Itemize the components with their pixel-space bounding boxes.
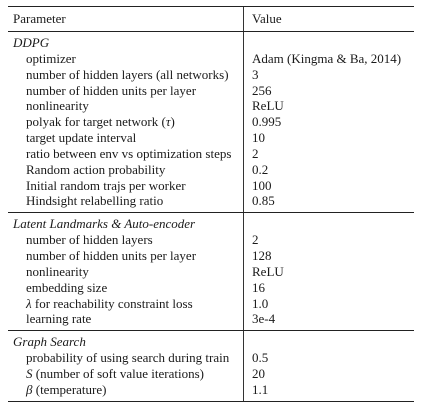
table-row <box>8 232 414 248</box>
value-cell: 1.1 <box>252 381 269 397</box>
parameter-cell <box>8 232 244 248</box>
value-cell: 2 <box>252 232 259 248</box>
parameter-text: number of hidden units per layer <box>26 247 197 263</box>
table-row <box>8 280 414 296</box>
parameter-cell <box>8 350 244 366</box>
parameter-text-post: (number of soft value iterations) <box>32 365 204 381</box>
parameter-text: embedding size <box>26 279 108 295</box>
parameter-text: ratio between env vs optimization steps <box>26 145 232 161</box>
parameter-cell <box>8 382 244 398</box>
value-cell: 256 <box>252 82 272 98</box>
parameter-text: number of hidden layers <box>26 232 153 248</box>
table-row <box>8 248 414 264</box>
parameter-text-pre: polyak for target network ( <box>26 114 166 130</box>
value-cell: 3e-4 <box>252 311 276 327</box>
value-cell: 128 <box>252 247 272 263</box>
parameter-text: optimizer <box>26 50 76 66</box>
table-row <box>8 193 414 209</box>
parameter-cell <box>8 83 244 99</box>
table-row <box>8 162 414 178</box>
parameter-cell <box>8 311 244 327</box>
parameter-cell <box>8 193 244 209</box>
parameter-symbol: S <box>26 365 33 381</box>
parameter-cell <box>8 248 244 264</box>
bottom-rule <box>8 401 414 402</box>
parameter-cell <box>8 178 244 194</box>
section-padding <box>8 398 414 401</box>
parameter-cell <box>8 296 244 312</box>
value-cell: 0.995 <box>252 114 282 130</box>
parameter-cell <box>8 264 244 280</box>
parameter-cell <box>8 98 244 114</box>
table-row <box>8 382 414 398</box>
section-title: Graph Search <box>8 334 244 350</box>
value-cell: 10 <box>252 130 265 146</box>
parameter-symbol: β <box>26 381 33 397</box>
section-title-row <box>8 334 414 350</box>
parameter-cell <box>8 130 244 146</box>
parameter-text: Initial random trajs per worker <box>26 177 186 193</box>
parameter-cell <box>8 51 244 67</box>
value-cell: 0.85 <box>252 193 275 209</box>
value-cell: 20 <box>252 365 265 381</box>
parameter-cell <box>8 366 244 382</box>
table-row <box>8 311 414 327</box>
value-cell: 1.0 <box>252 295 269 311</box>
parameter-text: number of hidden layers (all networks) <box>26 66 229 82</box>
value-cell: 3 <box>252 66 259 82</box>
parameter-text-post: (temperature) <box>32 381 107 397</box>
parameter-cell <box>8 146 244 162</box>
table-row <box>8 83 414 99</box>
section-title: DDPG <box>8 35 244 51</box>
value-cell: 0.2 <box>252 161 269 177</box>
table-row <box>8 67 414 83</box>
header-value: Value <box>252 11 282 26</box>
value-cell: 0.5 <box>252 350 269 366</box>
parameter-cell <box>8 162 244 178</box>
table-row <box>8 366 414 382</box>
parameter-text-post: for reachability constraint loss <box>31 295 193 311</box>
parameter-text: Random action probability <box>26 161 166 177</box>
table-body <box>8 32 414 401</box>
parameter-text: nonlinearity <box>26 98 89 114</box>
table-row <box>8 114 414 130</box>
section-title-row <box>8 35 414 51</box>
parameter-text: nonlinearity <box>26 263 89 279</box>
header-parameter: Parameter <box>8 7 244 31</box>
parameter-text-post: ) <box>170 114 175 130</box>
header-row <box>8 7 414 31</box>
table-row <box>8 296 414 312</box>
section-title-row <box>8 216 414 232</box>
parameter-cell <box>8 280 244 296</box>
value-cell: ReLU <box>252 263 284 279</box>
hyperparameter-table <box>8 6 414 402</box>
value-cell: 2 <box>252 145 259 161</box>
parameter-cell <box>8 67 244 83</box>
parameter-symbol: τ <box>165 114 171 130</box>
parameter-text: Hindsight relabelling ratio <box>26 193 164 209</box>
table-row <box>8 264 414 280</box>
table-row <box>8 98 414 114</box>
parameter-cell <box>8 114 244 130</box>
table-row <box>8 130 414 146</box>
value-cell: ReLU <box>252 98 284 114</box>
value-cell: 16 <box>252 279 265 295</box>
parameter-text: target update interval <box>26 130 137 146</box>
section-padding <box>8 327 414 330</box>
parameter-text: number of hidden units per layer <box>26 82 197 98</box>
table-row <box>8 51 414 67</box>
table-row <box>8 178 414 194</box>
section-padding <box>8 209 414 212</box>
section-title: Latent Landmarks & Auto-encoder <box>8 216 244 232</box>
parameter-symbol: λ <box>26 295 32 311</box>
table-row <box>8 146 414 162</box>
parameter-text: probability of using search during train <box>26 350 230 366</box>
table-row <box>8 350 414 366</box>
parameter-text: learning rate <box>26 311 92 327</box>
value-cell: Adam (Kingma & Ba, 2014) <box>252 50 402 66</box>
value-cell: 100 <box>252 177 272 193</box>
